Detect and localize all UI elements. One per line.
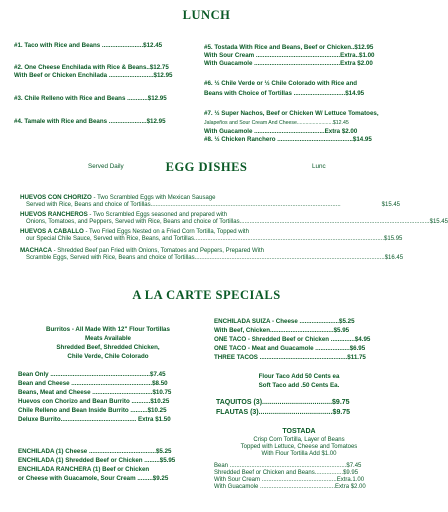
egg-item-name: HUEVOS RANCHEROS	[20, 211, 88, 218]
egg-item-1: HUEVOS CON CHORIZO - Two Scrambled Eggs with Mexican Sausage Served with Rice, Beans and choice of Tortillas .................................................................................................................. $15.45	[20, 194, 400, 208]
enchilada-item: ENCHILADA RANCHERA (1) Beef or Chicken	[18, 466, 150, 473]
egg-item-desc: - Two Scrambled Eggs with Mexican Sausage	[91, 195, 216, 201]
egg-item-price: $15.95	[384, 236, 403, 242]
burrito-item: Deluxe Burrito............................................ Extra $1.50	[18, 416, 171, 423]
egg-dishes-title: EGG DISHES	[165, 160, 248, 174]
lunch-item-6-sub: Beans with Choice of Tortillas ..............................$14.95	[204, 90, 365, 97]
burritos-header-line: Chile Verde, Chile Colorado	[67, 353, 149, 360]
burritos-header-line: Burritos - All Made With 12" Flour Tortillas	[46, 326, 170, 333]
lunch-item-3: #3. Chile Relleno with Rice and Beans ............$12.95	[14, 95, 167, 102]
served-daily-note: Served Daily	[88, 163, 124, 170]
tostada-title: TOSTADA	[282, 428, 316, 435]
special-item: With Beef, Chicken.....................................$5.95	[214, 327, 350, 334]
lunch-item-7-sub: Jalapeños and Sour Cream And Cheese.........................$12.45	[204, 120, 349, 126]
tostada-list	[214, 463, 366, 491]
egg-item-desc2: our Special Chile Sauce, Served with Rice, Beans, and Tortillas	[26, 236, 194, 242]
egg-item-4: MACHACA - Shredded Beef pan Fried with Onions, Tomatoes and Peppers, Prepared With Scramble Eggs, Served with Rice, Beans and choice of Tortillas .................................................................................................................. $16.45	[20, 247, 404, 261]
special-item: ENCHILADA SUIZA - Cheese .......................$5.25	[214, 318, 355, 325]
special-item: THREE TACOS ...................................................$11.75	[214, 354, 366, 361]
burrito-list	[18, 371, 171, 423]
tostada-desc-line: With Flour Tortilla Add $1.00	[261, 451, 337, 457]
egg-item-price: $15.45	[429, 219, 448, 225]
lunch-item-5: #5. Tostada With Rice and Beans, Beef or Chicken..$12.95	[204, 44, 374, 51]
egg-item-2: HUEVOS RANCHEROS - Two Scrambled Eggs seasoned and prepared with Onions, Tomatoes, and Peppers, Served with Rice, Beans and choice of Tortillas .................................................................................................................. $15.45	[20, 211, 448, 225]
lunch-item-6: #6. ½ Chile Verde or ½ Chile Colorado with Rice and	[204, 80, 358, 87]
burrito-item: Bean and Cheese ...............................................$8.50	[18, 380, 168, 387]
enchilada-item: ENCHILADA (1) Shredded Beef or Chicken .........$5.95	[18, 457, 176, 464]
tostada-item: Bean ......................................................................$7.45	[214, 463, 362, 469]
special-item: ONE TACO - Meat and Guacamole ....................$6.95	[214, 345, 366, 352]
egg-item-desc2: Scramble Eggs, Served with Rice, Beans and choice of Tortillas	[26, 255, 195, 261]
egg-item-name: MACHACA	[20, 247, 52, 254]
egg-item-desc2: Onions, Tomatoes, and Peppers, Served with Rice, Beans and choice of Tortillas	[26, 219, 240, 225]
taquitos-item: TAQUITOS (3)....................................$9.75	[216, 399, 350, 406]
right-specials-list	[214, 318, 370, 361]
lunch-item-4: #4. Tamale with Rice and Beans ......................$12.95	[14, 118, 166, 125]
lunch-item-5-sour-cream: With Sour Cream .................................................Extra..$1.00	[204, 52, 375, 59]
burritos-header-line: Meats Available	[85, 335, 131, 342]
egg-item-desc: - Shredded Beef pan Fried with Onions, Tomatoes and Peppers, Prepared With	[51, 248, 264, 254]
egg-item-name: HUEVOS CON CHORIZO	[20, 194, 92, 201]
tostada-description	[214, 437, 384, 458]
lunch-item-7-guacamole: With Guacamole .........................................Extra $2.00	[204, 128, 358, 135]
burritos-header	[18, 326, 198, 360]
egg-item-price: $16.45	[384, 255, 404, 261]
egg-item-name: HUEVOS A CABALLO	[20, 228, 84, 235]
egg-item-price: $15.45	[381, 202, 400, 208]
a-la-carte-title: A LA CARTE SPECIALS	[132, 288, 281, 302]
tostada-item: With Sour Cream .............................................Extra.1.00	[214, 477, 365, 483]
enchilada-list	[18, 448, 175, 482]
special-item: ONE TACO - Shredded Beef or Chicken ..............$4.95	[214, 336, 371, 343]
lunch-item-2-sub: With Beef or Chicken Enchilada ..........................$12.95	[14, 72, 173, 79]
lunch-item-8: #8. ½ Chicken Ranchero ............................................$14.95	[204, 136, 372, 143]
lunch-title: LUNCH	[182, 8, 231, 22]
lunch-note: Lunc	[312, 163, 326, 170]
burrito-item: Huevos con Chorizo and Bean Burrito ...........$10.25	[18, 398, 170, 405]
tostada-desc-line: Topped with Lettuce, Cheese and Tomatoes	[240, 444, 358, 450]
burrito-item: Beans, Meat and Cheese ...................................$10.75	[18, 389, 172, 396]
tostada-desc-line: Crisp Corn Tortilla, Layer of Beans	[253, 437, 345, 443]
lunch-item-1: #1. Taco with Rice and Beans ........................$12.45	[14, 42, 163, 49]
tostada-item: With Guacamole .............................................Extra $2.00	[214, 484, 366, 490]
flautas-item: FLAUTAS (3)......................................$9.75	[216, 409, 351, 416]
enchilada-item: or Cheese with Guacamole, Sour Cream .........$9.25	[18, 475, 169, 482]
flour-taco-notes	[214, 373, 384, 389]
burrito-item: Chile Relleno and Bean Inside Burrito ..........$10.25	[18, 407, 167, 414]
burrito-item: Bean Only ..........................................................$7.45	[18, 371, 166, 378]
lunch-item-7: #7. ½ Super Nachos, Beef or Chicken W/ Lettuce Tomatoes,	[204, 110, 379, 117]
lunch-item-5-guacamole: With Guacamole ..................................................Extra $2.00	[204, 60, 373, 67]
egg-item-desc: - Two Scrambled Eggs seasoned and prepared with	[87, 212, 228, 218]
egg-item-desc2: Served with Rice, Beans and choice of Tortillas	[26, 202, 151, 208]
enchilada-item: ENCHILADA (1) Cheese .......................................$5.25	[18, 448, 172, 455]
lunch-item-2: #2. One Cheese Enchilada with Rice & Beans..$12.75	[14, 64, 169, 71]
egg-item-desc: - Two Fried Eggs Nested on a Fried Corn Tortilla, Topped with	[83, 229, 249, 235]
tostada-item: Shredded Beef or Chicken and Beans.................$9.95	[214, 470, 359, 476]
egg-item-3: HUEVOS A CABALLO - Two Fried Eggs Nested on a Fried Corn Tortilla, Topped with our Special Chile Sauce, Served with Rice, Beans, and Tortillas .................................................................................................................. $15.95	[20, 228, 403, 242]
flour-taco-note: Flour Taco Add 50 Cents ea	[258, 373, 340, 380]
soft-taco-note: Soft Taco add .50 Cents Ea.	[258, 382, 340, 389]
burritos-header-line: Shredded Beef, Shredded Chicken,	[56, 344, 160, 351]
